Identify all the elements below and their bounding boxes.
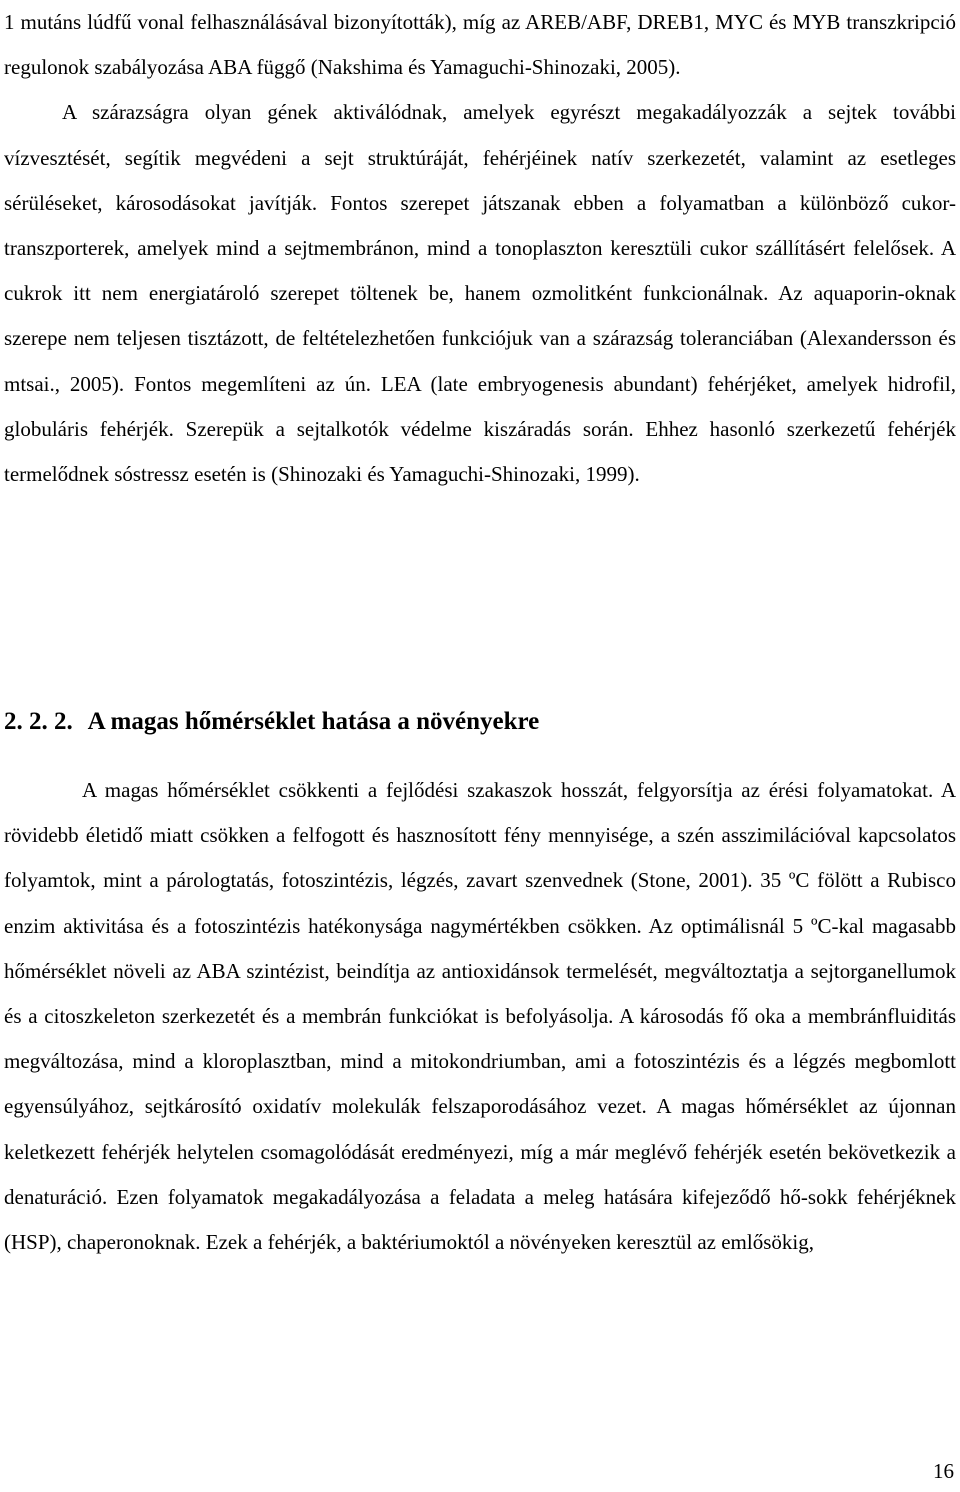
section-number: 2. 2. 2.: [4, 708, 73, 735]
paragraph-continuation: 1 mutáns lúdfű vonal felhasználásával bizonyították), míg az AREB/ABF, DREB1, MYC és MYB transzkripció regulonok szabályozása ABA függő (Nakshima és Yamaguchi-Shinozaki, 2005).: [4, 10, 956, 80]
page-number: 16: [933, 1459, 954, 1483]
paragraph-heat-effects: A magas hőmérséklet csökkenti a fejlődési szakaszok hosszát, felgyorsítja az érési folyamatokat. A rövidebb életidő miatt csökken a felfogott és hasznosított fény mennyisége, a szén asszimilációval kapcsolatos folyamtok, mint a párologtatás, fotoszintézis, légzés, zavart szenvednek (Stone, 2001). 35 ºC fölött a Rubisco enzim aktivitása és a fotoszintézis hatékonysága nagymértékben csökken. Az optimálisnál 5 ºC-kal magasabb hőmérséklet növeli az ABA szintézist, beindítja az antioxidánsok termelését, megváltoztatja a sejtorganellumok és a citoszkeleton szerkezetét és a membrán funkciókat is befolyásolja. A károsodás fő oka a membránfluiditás megváltozása, mind a kloroplasztban, mind a mitokondriumban, ami a fotoszintézis és a légzés megbomlott egyensúlyához, sejtkárosító oxidatív molekulák felszaporodásához vezet. A magas hőmérséklet az újonnan keletkezett fehérjék helytelen csomagolódását eredményezi, míg a már meglévő fehérjék esetén bekövetkezik a denaturáció. Ezen folyamatok megakadályozása a feladata a meleg hatására kifejeződő hő-sokk fehérjéknek (HSP), chaperonoknak. Ezek a fehérjék, a baktériumoktól a növényeken keresztül az emlősökig,: [4, 778, 956, 1255]
section-heading: [4, 700, 539, 744]
document-page: [4, 0, 956, 1255]
paragraph-drought-genes: A szárazságra olyan gének aktiválódnak, amelyek egyrészt megakadályozzák a sejtek további vízvesztését, segítik megvédeni a sejt struktúráját, fehérjéinek natív szerkezetét, valamint az esetleges sérüléseket, károsodásokat javítják. Fontos szerepet játszanak ebben a folyamatban a különböző cukor-transzporterek, amelyek mind a sejtmembránon, mind a tonoplaszton keresztüli cukor szállításért felelősek. A cukrok itt nem energiatároló szerepet töltenek be, hanem ozmolitként funkcionálnak. Az aquaporin-oknak szerepe nem teljesen tisztázott, de feltételezhetően funkciójuk van a szárazság toleranciában (Alexandersson és mtsai., 2005). Fontos megemlíteni az ún. LEA (late embryogenesis abundant) fehérjéket, amelyek hidrofil, globuláris fehérjék. Szerepük a sejtalkotók védelme kiszáradás során. Ehhez hasonló szerkezetű fehérjék termelődnek sóstressz esetén is (Shinozaki és Yamaguchi-Shinozaki, 1999).: [4, 100, 956, 487]
section-title: A magas hőmérséklet hatása a növényekre: [87, 708, 540, 735]
